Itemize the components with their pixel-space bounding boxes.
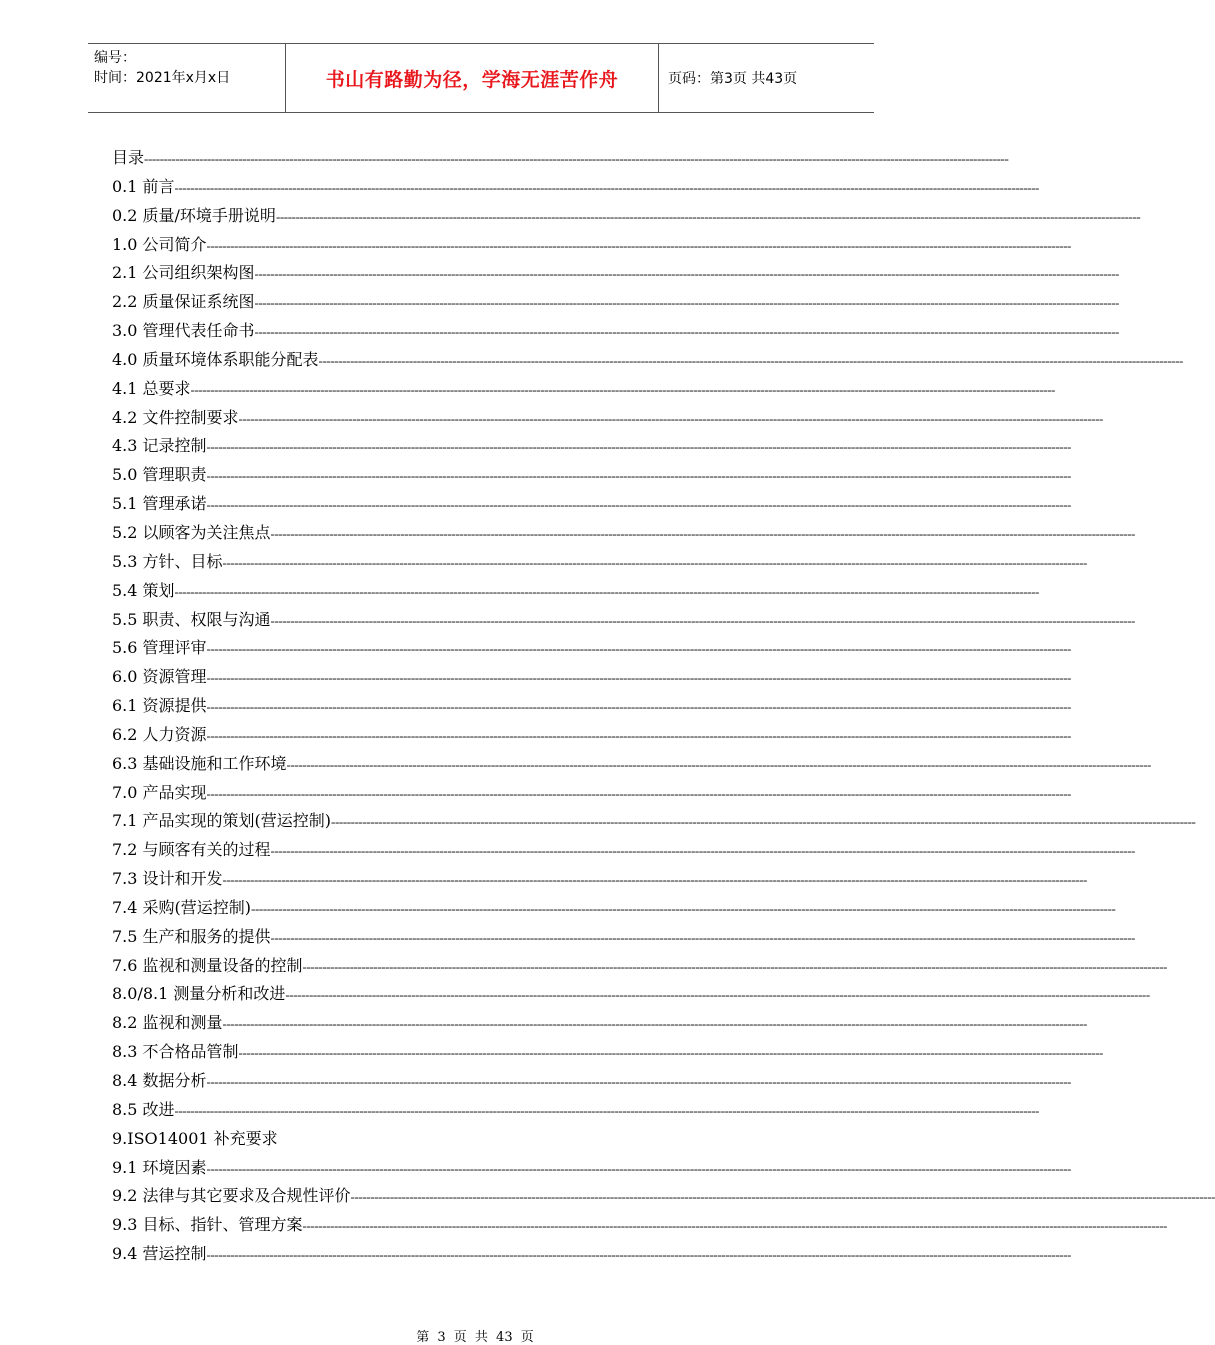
toc-entry[interactable] xyxy=(112,634,1071,663)
toc-entry[interactable] xyxy=(112,779,1071,808)
toc-entry-title: 5.6 管理评审 xyxy=(112,638,207,658)
toc-leader-dashes: ---------------------------------------------------------------------------------------------------------------------------------------------------------------------------------------------------------------------------- xyxy=(222,1016,1087,1032)
toc-entry-title: 0.2 质量/环境手册说明 xyxy=(112,205,276,225)
toc-leader-dashes: ---------------------------------------------------------------------------------------------------------------------------------------------------------------------------------------------------------------------------- xyxy=(270,525,1135,541)
toc-entry[interactable] xyxy=(112,923,1135,952)
toc-entry-title: 7.1 产品实现的策划(营运控制) xyxy=(112,811,332,831)
toc-entry[interactable] xyxy=(112,202,1141,231)
toc-entry[interactable] xyxy=(112,1182,1215,1211)
toc-entry[interactable] xyxy=(112,1096,1039,1125)
toc-entry-title: 9.1 环境因素 xyxy=(112,1157,207,1177)
toc-entry-title: 6.0 资源管理 xyxy=(112,667,207,687)
toc-entry-title: 5.5 职责、权限与沟通 xyxy=(112,609,271,629)
toc-entry[interactable] xyxy=(112,663,1071,692)
toc-leader-dashes: ---------------------------------------------------------------------------------------------------------------------------------------------------------------------------------------------------------------------------- xyxy=(270,843,1135,859)
toc-entry-title: 8.0/8.1 测量分析和改进 xyxy=(112,984,286,1004)
toc-entry-title: 9.2 法律与其它要求及合规性评价 xyxy=(112,1186,351,1206)
toc-leader-dashes: ---------------------------------------------------------------------------------------------------------------------------------------------------------------------------------------------------------------------------- xyxy=(285,987,1150,1003)
toc-leader-dashes: ---------------------------------------------------------------------------------------------------------------------------------------------------------------------------------------------------------------------------- xyxy=(302,958,1167,974)
toc-entry-title: 9.ISO14001 补充要求 xyxy=(112,1128,278,1148)
toc-entry[interactable] xyxy=(112,144,1009,173)
page-header xyxy=(88,43,874,113)
toc-entry-title: 7.4 采购(营运控制) xyxy=(112,897,252,917)
toc-entry[interactable] xyxy=(112,980,1150,1009)
toc-leader-dashes: ---------------------------------------------------------------------------------------------------------------------------------------------------------------------------------------------------------------------------- xyxy=(190,381,1055,397)
toc-leader-dashes: ---------------------------------------------------------------------------------------------------------------------------------------------------------------------------------------------------------------------------- xyxy=(286,756,1151,772)
toc-leader-dashes: ---------------------------------------------------------------------------------------------------------------------------------------------------------------------------------------------------------------------------- xyxy=(206,785,1071,801)
toc-leader-dashes: ---------------------------------------------------------------------------------------------------------------------------------------------------------------------------------------------------------------------------- xyxy=(206,439,1071,455)
toc-entry-title: 9.3 目标、指针、管理方案 xyxy=(112,1215,303,1235)
toc-entry[interactable] xyxy=(112,721,1071,750)
toc-entry[interactable] xyxy=(112,577,1039,606)
toc-entry-title: 目录 xyxy=(112,148,145,167)
toc-entry[interactable] xyxy=(112,1240,1071,1269)
toc-leader-dashes: ---------------------------------------------------------------------------------------------------------------------------------------------------------------------------------------------------------------------------- xyxy=(270,929,1135,945)
toc-entry[interactable] xyxy=(112,259,1119,288)
toc-entry[interactable] xyxy=(112,317,1119,346)
toc-entry-title: 8.2 监视和测量 xyxy=(112,1013,223,1033)
toc-entry[interactable] xyxy=(112,461,1071,490)
toc-entry[interactable] xyxy=(112,1125,832,1154)
toc-entry-title: 7.6 监视和测量设备的控制 xyxy=(112,955,303,975)
toc-entry[interactable] xyxy=(112,1154,1071,1183)
toc-leader-dashes: ---------------------------------------------------------------------------------------------------------------------------------------------------------------------------------------------------------------------------- xyxy=(238,410,1103,426)
toc-leader-dashes: ---------------------------------------------------------------------------------------------------------------------------------------------------------------------------------------------------------------------------- xyxy=(254,295,1119,311)
toc-leader-dashes: ---------------------------------------------------------------------------------------------------------------------------------------------------------------------------------------------------------------------------- xyxy=(318,352,1183,368)
toc-entry-title: 8.4 数据分析 xyxy=(112,1071,207,1090)
toc-entry[interactable] xyxy=(112,606,1135,635)
toc-entry-title: 4.3 记录控制 xyxy=(112,436,207,456)
toc-entry[interactable] xyxy=(112,1211,1167,1240)
toc-entry[interactable] xyxy=(112,1038,1103,1067)
toc-entry-title: 4.2 文件控制要求 xyxy=(112,407,239,427)
toc-entry-title: 5.0 管理职责 xyxy=(112,465,207,485)
page-footer: 第 3 页 共 43 页 xyxy=(416,1330,534,1345)
toc-entry-title: 0.1 前言 xyxy=(112,176,175,196)
header-page-label: 页码：第3页 共43页 xyxy=(668,71,798,87)
toc-entry-title: 2.1 公司组织架构图 xyxy=(112,263,255,283)
toc-leader-dashes: ---------------------------------------------------------------------------------------------------------------------------------------------------------------------------------------------------------------------------- xyxy=(206,1247,1071,1263)
toc-leader-dashes: ---------------------------------------------------------------------------------------------------------------------------------------------------------------------------------------------------------------------------- xyxy=(238,1045,1103,1061)
toc-entry[interactable] xyxy=(112,1009,1087,1038)
toc-entry-title: 6.3 基础设施和工作环境 xyxy=(112,753,287,773)
toc-entry[interactable] xyxy=(112,231,1071,260)
toc-entry-title: 7.3 设计和开发 xyxy=(112,869,223,889)
toc-leader-dashes: ---------------------------------------------------------------------------------------------------------------------------------------------------------------------------------------------------------------------------- xyxy=(206,699,1071,715)
toc-entry[interactable] xyxy=(112,807,1196,836)
toc-leader-dashes: ---------------------------------------------------------------------------------------------------------------------------------------------------------------------------------------------------------------------------- xyxy=(254,324,1119,340)
toc-leader-dashes: ---------------------------------------------------------------------------------------------------------------------------------------------------------------------------------------------------------------------------- xyxy=(222,554,1087,570)
header-slogan: 书山有路勤为径，学海无涯苦作舟 xyxy=(325,68,619,91)
toc-leader-dashes: ---------------------------------------------------------------------------------------------------------------------------------------------------------------------------------------------------------------------------- xyxy=(174,179,1039,195)
toc-entry-title: 3.0 管理代表任命书 xyxy=(112,321,255,341)
toc-leader-dashes: ---------------------------------------------------------------------------------------------------------------------------------------------------------------------------------------------------------------------------- xyxy=(206,641,1071,657)
toc-entry[interactable] xyxy=(112,692,1071,721)
toc-entry-title: 4.0 质量环境体系职能分配表 xyxy=(112,349,319,369)
toc-entry[interactable] xyxy=(112,432,1071,461)
toc-leader-dashes: ---------------------------------------------------------------------------------------------------------------------------------------------------------------------------------------------------------------------------- xyxy=(174,583,1039,599)
toc-entry[interactable] xyxy=(112,1067,1071,1096)
toc-entry-title: 7.2 与顾客有关的过程 xyxy=(112,840,271,860)
toc-leader-dashes: ---------------------------------------------------------------------------------------------------------------------------------------------------------------------------------------------------------------------------- xyxy=(144,151,1009,166)
header-meta xyxy=(94,48,230,88)
toc-entry-title: 7.0 产品实现 xyxy=(112,782,207,802)
toc-entry[interactable] xyxy=(112,865,1087,894)
toc-entry-title: 8.3 不合格品管制 xyxy=(112,1042,239,1062)
toc-entry-title: 6.1 资源提供 xyxy=(112,696,207,716)
toc-leader-dashes: ---------------------------------------------------------------------------------------------------------------------------------------------------------------------------------------------------------------------------- xyxy=(206,1160,1071,1176)
toc-entry-title: 5.3 方针、目标 xyxy=(112,551,223,571)
toc-leader-dashes: ---------------------------------------------------------------------------------------------------------------------------------------------------------------------------------------------------------------------------- xyxy=(206,670,1071,686)
toc-entry-title: 4.1 总要求 xyxy=(112,378,191,398)
toc-leader-dashes: ---------------------------------------------------------------------------------------------------------------------------------------------------------------------------------------------------------------------------- xyxy=(222,872,1087,888)
toc-entry[interactable] xyxy=(112,288,1119,317)
toc-entry[interactable] xyxy=(112,750,1151,779)
toc-leader-dashes: ---------------------------------------------------------------------------------------------------------------------------------------------------------------------------------------------------------------------------- xyxy=(206,468,1071,484)
toc-leader-dashes: ---------------------------------------------------------------------------------------------------------------------------------------------------------------------------------------------------------------------------- xyxy=(270,612,1135,628)
toc-entry[interactable] xyxy=(112,173,1039,202)
toc-entry[interactable] xyxy=(112,519,1135,548)
toc-leader-dashes: ---------------------------------------------------------------------------------------------------------------------------------------------------------------------------------------------------------------------------- xyxy=(174,1102,1039,1118)
document-number-label: 编号： xyxy=(94,50,136,66)
toc-entry-title: 2.2 质量保证系统图 xyxy=(112,292,255,312)
toc-entry-title: 5.4 策划 xyxy=(112,580,175,600)
toc-leader-dashes: ---------------------------------------------------------------------------------------------------------------------------------------------------------------------------------------------------------------------------- xyxy=(206,727,1071,743)
toc-leader-dashes: ---------------------------------------------------------------------------------------------------------------------------------------------------------------------------------------------------------------------------- xyxy=(302,1218,1167,1234)
toc-leader-dashes: ---------------------------------------------------------------------------------------------------------------------------------------------------------------------------------------------------------------------------- xyxy=(350,1189,1215,1205)
toc-entry[interactable] xyxy=(112,375,1055,404)
toc-entry[interactable] xyxy=(112,490,1071,519)
document-time-label: 时间：2021年x月x日 xyxy=(94,70,231,86)
toc-entry[interactable] xyxy=(112,894,1116,923)
toc-leader-dashes: ---------------------------------------------------------------------------------------------------------------------------------------------------------------------------------------------------------------------------- xyxy=(206,497,1071,513)
toc-entry[interactable] xyxy=(112,836,1135,865)
toc-entry[interactable] xyxy=(112,346,1183,375)
toc-leader-dashes: ---------------------------------------------------------------------------------------------------------------------------------------------------------------------------------------------------------------------------- xyxy=(331,814,1196,830)
toc-entry[interactable] xyxy=(112,548,1087,577)
header-divider xyxy=(658,44,659,112)
toc-leader-dashes: ---------------------------------------------------------------------------------------------------------------------------------------------------------------------------------------------------------------------------- xyxy=(206,237,1071,253)
toc-entry-title: 1.0 公司简介 xyxy=(112,234,207,254)
toc-entry-title: 8.5 改进 xyxy=(112,1099,175,1119)
toc-entry-title: 5.1 管理承诺 xyxy=(112,494,207,514)
toc-leader-dashes: ---------------------------------------------------------------------------------------------------------------------------------------------------------------------------------------------------------------------------- xyxy=(254,266,1119,282)
toc-entry-title: 9.4 营运控制 xyxy=(112,1244,207,1264)
toc-leader-dashes: ---------------------------------------------------------------------------------------------------------------------------------------------------------------------------------------------------------------------------- xyxy=(275,208,1141,224)
toc-leader-dashes: ---------------------------------------------------------------------------------------------------------------------------------------------------------------------------------------------------------------------------- xyxy=(206,1074,1071,1089)
toc-entry-title: 5.2 以顾客为关注焦点 xyxy=(112,522,271,542)
toc-entry[interactable] xyxy=(112,952,1167,981)
table-of-contents xyxy=(112,144,1215,1269)
toc-entry-title: 7.5 生产和服务的提供 xyxy=(112,926,271,946)
toc-entry[interactable] xyxy=(112,404,1103,433)
toc-leader-dashes: ---------------------------------------------------------------------------------------------------------------------------------------------------------------------------------------------------------------------------- xyxy=(251,900,1116,916)
toc-entry-title: 6.2 人力资源 xyxy=(112,724,207,744)
